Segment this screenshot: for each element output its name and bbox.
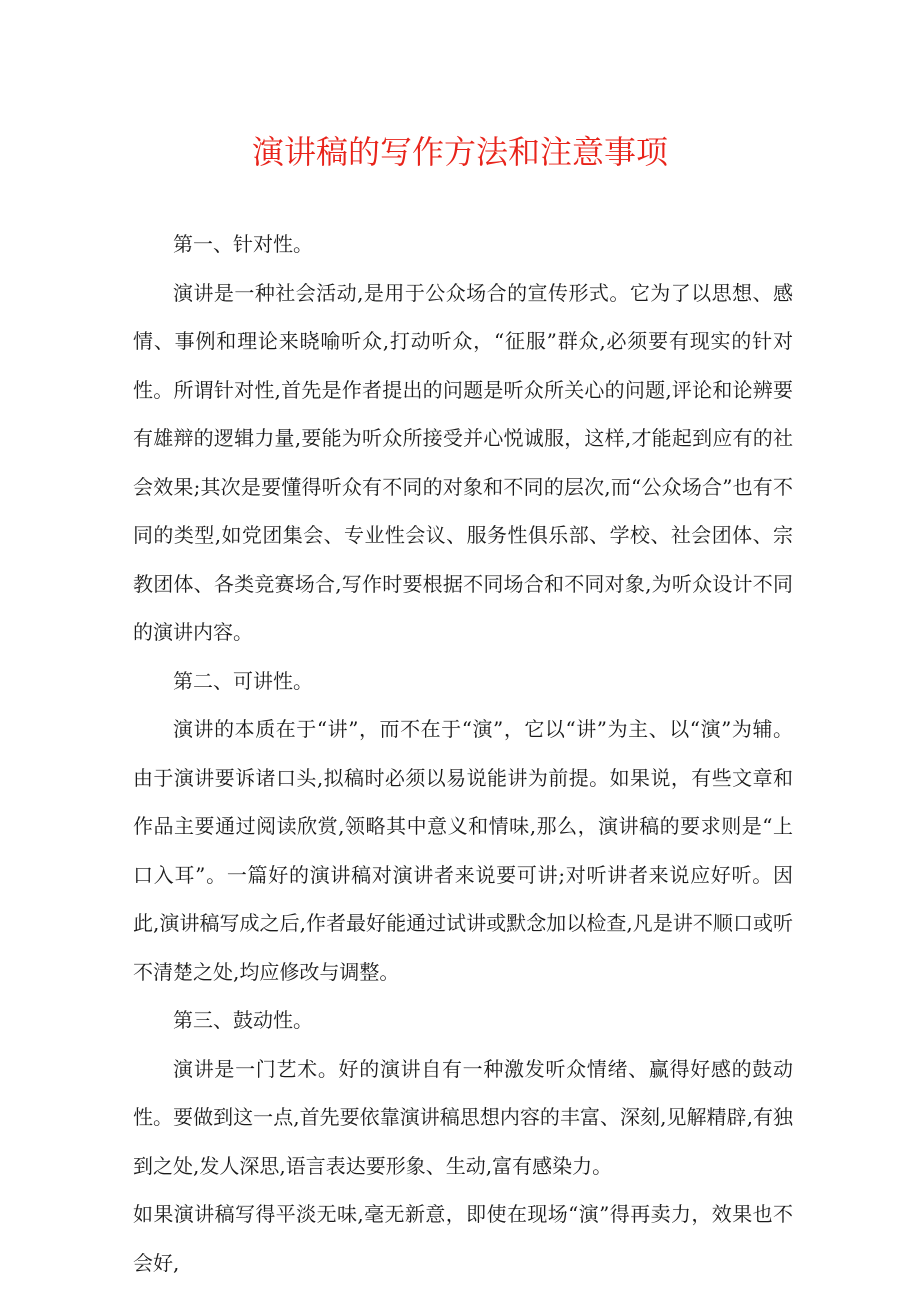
document-body bbox=[133, 220, 793, 1287]
paragraph-2: 演讲的本质在于“讲”，而不在于“演”，它以“讲”为主、以“演”为辅。由于演讲要诉诸口头,拟稿时必须以易说能讲为前提。如果说，有些文章和作品主要通过阅读欣赏,领略其中意义和情味,那么，演讲稿的要求则是“上口入耳”。一篇好的演讲稿对演讲者来说要可讲;对听讲者来说应好听。因此,演讲稿写成之后,作者最好能通过试讲或默念加以检查,凡是讲不顺口或听不清楚之处,均应修改与调整。 bbox=[133, 717, 793, 984]
section-heading-2: 第二、可讲性。 bbox=[173, 668, 313, 693]
section-heading-1: 第一、针对性。 bbox=[173, 232, 313, 256]
paragraph-1: 演讲是一种社会活动,是用于公众场合的宣传形式。它为了以思想、感情、事例和理论来晓喻听众,打动听众，“征服”群众,必须要有现实的针对性。所谓针对性,首先是作者提出的问题是听众所关心的问题,评论和论辨要有雄辩的逻辑力量,要能为听众所接受并心悦诚服，这样,才能起到应有的社会效果;其次是要懂得听众有不同的对象和不同的层次,而“公众场合”也有不同的类型,如党团集会、专业性会议、服务性俱乐部、学校、社会团体、宗教团体、各类竞赛场合,写作时要根据不同场合和不同对象,为听众设计不同的演讲内容。 bbox=[133, 280, 793, 644]
paragraph-3: 演讲是一门艺术。好的演讲自有一种激发听众情绪、赢得好感的鼓动性。要做到这一点,首先要依靠演讲稿思想内容的丰富、深刻,见解精辟,有独到之处,发人深思,语言表达要形象、生动,富有感染力。 bbox=[133, 1056, 793, 1178]
paragraph-4: 如果演讲稿写得平淡无味,毫无新意，即使在现场“演”得再卖力，效果也不会好, bbox=[133, 1202, 793, 1275]
document-title: 演讲稿的写作方法和注意事项 bbox=[251, 133, 668, 171]
section-heading-3: 第三、鼓动性。 bbox=[173, 1008, 313, 1032]
